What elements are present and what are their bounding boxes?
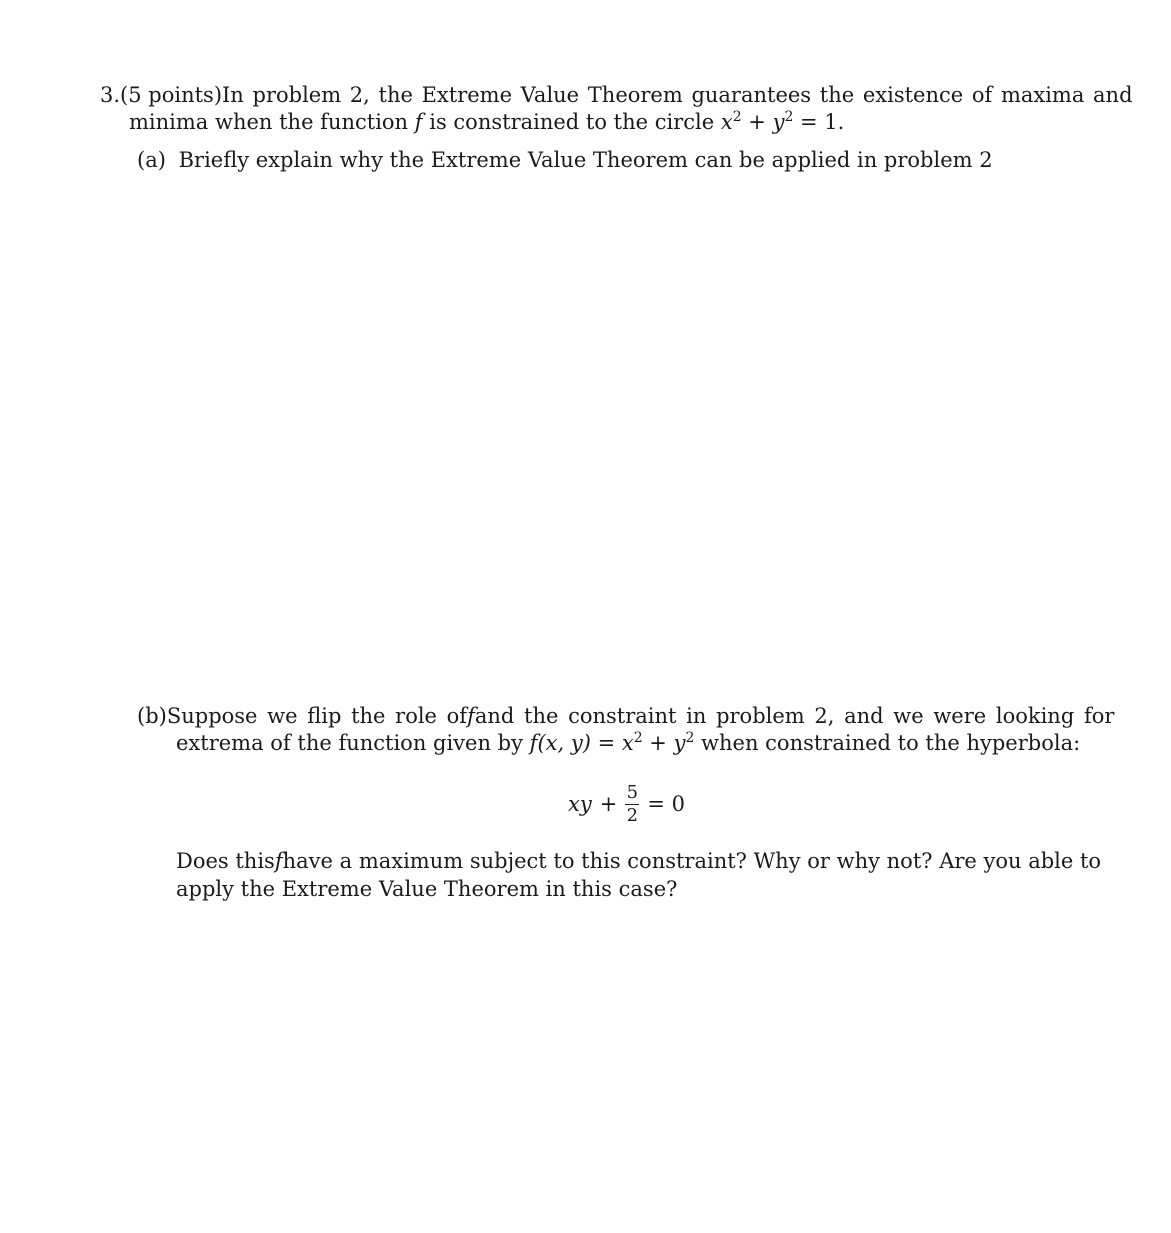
circle-rhs: = 1. (793, 110, 845, 134)
fraction (625, 782, 639, 827)
part-a (137, 146, 993, 174)
part-b-y: y (673, 731, 686, 755)
circle-x: x (720, 110, 733, 134)
intro-text-b: is constrained to the circle (429, 110, 715, 134)
fraction-denominator: 2 (626, 804, 639, 826)
part-b-label: (b) (137, 704, 167, 728)
problem-intro-line-2 (129, 108, 844, 136)
part-b-fxy: f(x, y) (529, 731, 591, 755)
problem-number: 3. (100, 83, 121, 107)
question-text-a: Does this (176, 849, 275, 873)
part-b-text-a: Suppose we flip the role of (166, 704, 468, 728)
function-symbol: f (414, 110, 423, 134)
circle-plus: + (741, 110, 773, 134)
fraction-numerator: 5 (626, 781, 639, 803)
question-text-b: have a maximum subject to this constraint? Why or why not? Are you able to (282, 849, 1102, 873)
part-b-y-exponent: 2 (685, 730, 695, 746)
part-b-line-1 (137, 702, 1115, 730)
question-function-symbol: f (274, 849, 283, 873)
part-a-text: Briefly explain why the Extreme Value Theorem can be applied in problem 2 (178, 148, 993, 172)
part-b-plus: + (642, 731, 674, 755)
question-text-line2: apply the Extreme Value Theorem in this case? (176, 877, 678, 901)
equation-plus: + (599, 792, 618, 816)
circle-y: y (772, 110, 785, 134)
part-b-x-exponent: 2 (633, 730, 643, 746)
part-b-question-line-2 (176, 875, 677, 903)
circle-y-exponent: 2 (784, 109, 794, 125)
problem-points: (5 points) (120, 83, 223, 107)
part-b-text-b: and the constraint in problem 2, and we were looking for (474, 704, 1115, 728)
part-b-function-symbol: f (467, 704, 475, 728)
part-b-line-2 (176, 729, 1080, 757)
part-b-question-line-1 (176, 847, 1102, 875)
problem-intro-line-1 (100, 81, 1133, 109)
intro-text-a: minima when the function (129, 110, 409, 134)
part-b-line2-text: extrema of the function given by (176, 731, 523, 755)
equation-lhs: xy (568, 792, 592, 816)
part-b-equals: = (590, 731, 622, 755)
part-a-label: (a) (137, 148, 166, 172)
problem-intro-text: In problem 2, the Extreme Value Theorem guarantees the existence of maxima and (222, 83, 1133, 107)
part-b-line2-tail: when constrained to the hyperbola: (694, 731, 1081, 755)
circle-equation (721, 110, 845, 134)
part-b-x: x (621, 731, 634, 755)
equation-rhs: = 0 (647, 792, 685, 816)
hyperbola-equation (568, 776, 685, 832)
circle-x-exponent: 2 (732, 109, 742, 125)
